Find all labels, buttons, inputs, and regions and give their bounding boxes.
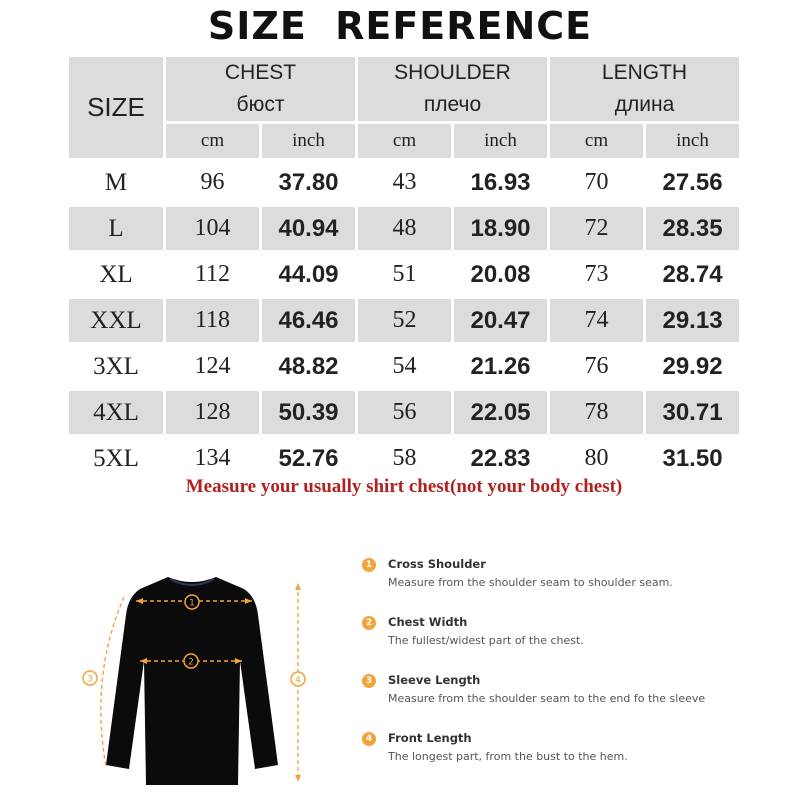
length-cm: 76	[584, 353, 609, 379]
marker-4	[291, 672, 305, 686]
length-header-ru: длина	[614, 93, 675, 116]
step-front-length	[358, 728, 778, 786]
measure-note: Measure your usually shirt chest(not your body chest)	[185, 476, 623, 497]
step-description: The fullest/widest part of the chest.	[388, 634, 584, 647]
chest-cm: 124	[194, 353, 231, 379]
chest-cm: 134	[194, 445, 231, 471]
length-inch: 28.74	[662, 260, 723, 288]
length-cm: 80	[584, 445, 609, 471]
size-row	[69, 345, 739, 388]
chest-inch: 50.39	[262, 391, 355, 434]
chest-header-en: CHEST	[224, 61, 297, 84]
step-sleeve-length	[358, 670, 778, 728]
size-row	[69, 299, 739, 342]
chest-cm: 128	[166, 391, 259, 434]
length-cm: 73	[584, 261, 609, 287]
chest-inch: 52.76	[278, 444, 339, 472]
marker-3	[83, 671, 97, 685]
shoulder-inch: 18.90	[454, 207, 547, 250]
chest-header	[166, 57, 355, 121]
length-cm: 78	[550, 391, 643, 434]
length-cm: 74	[550, 299, 643, 342]
size-row	[69, 207, 739, 250]
arrow-head	[295, 583, 301, 590]
step-number-icon: 3	[362, 674, 376, 688]
step-description: Measure from the shoulder seam to the end fo the sleeve	[388, 692, 706, 705]
header-row	[69, 57, 739, 121]
chest-cm: 96	[200, 169, 225, 195]
shoulder-inch: 22.05	[454, 391, 547, 434]
shoulder-inch: 21.26	[470, 352, 531, 380]
length-inch: 31.50	[662, 444, 723, 472]
length-inch: 27.56	[662, 168, 723, 196]
length-header-en: LENGTH	[601, 61, 688, 84]
size-row	[69, 253, 739, 296]
shoulder-inch: 20.08	[470, 260, 531, 288]
length-cm: 70	[584, 169, 609, 195]
chest-inch: 48.82	[278, 352, 339, 380]
arrow-head	[295, 775, 301, 782]
step-title: Sleeve Length	[388, 673, 481, 687]
shoulder-cm: 54	[392, 353, 417, 379]
marker-1	[185, 595, 199, 609]
unit-cell: cm	[550, 124, 643, 158]
marker-4-label: 4	[295, 675, 301, 686]
size-label: XXL	[69, 299, 163, 342]
length-inch: 29.92	[662, 352, 723, 380]
unit-row	[69, 124, 739, 158]
length-header	[550, 57, 739, 121]
shoulder-cm: 58	[392, 445, 417, 471]
chest-cm: 112	[194, 261, 231, 287]
step-number-icon: 4	[362, 732, 376, 746]
length-inch: 30.71	[646, 391, 739, 434]
size-row	[69, 391, 739, 434]
chest-inch: 46.46	[262, 299, 355, 342]
size-label: 5XL	[93, 444, 139, 472]
shoulder-cm: 56	[358, 391, 451, 434]
step-title: Front Length	[388, 731, 472, 745]
chest-cm: 118	[166, 299, 259, 342]
size-header: SIZE	[69, 57, 163, 158]
shoulder-header	[358, 57, 547, 121]
shoulder-inch: 22.83	[470, 444, 531, 472]
marker-3-label: 3	[87, 674, 93, 685]
page-title: SIZE REFERENCE	[207, 4, 593, 48]
shoulder-cm: 52	[358, 299, 451, 342]
unit-cell: inch	[646, 124, 739, 158]
chest-inch: 37.80	[278, 168, 339, 196]
unit-cell: inch	[262, 124, 355, 158]
step-description: The longest part, from the bust to the hem.	[388, 750, 628, 763]
unit-cell: cm	[166, 124, 259, 158]
step-cross-shoulder	[358, 554, 778, 612]
size-row	[69, 161, 739, 204]
chest-inch: 40.94	[262, 207, 355, 250]
shoulder-inch: 16.93	[470, 168, 531, 196]
size-label: M	[104, 168, 128, 196]
step-description: Measure from the shoulder seam to shoulder seam.	[388, 576, 673, 589]
step-number-icon: 1	[362, 558, 376, 572]
shoulder-inch: 20.47	[454, 299, 547, 342]
marker-2-label: 2	[188, 657, 194, 668]
unit-cell: inch	[454, 124, 547, 158]
measurement-steps	[358, 554, 778, 786]
size-label: 4XL	[69, 391, 163, 434]
step-chest-width	[358, 612, 778, 670]
shoulder-header-ru: плечо	[423, 93, 482, 116]
shirt-diagram	[70, 565, 320, 800]
shoulder-cm: 48	[358, 207, 451, 250]
size-row	[69, 437, 739, 480]
size-label: L	[69, 207, 163, 250]
shoulder-cm: 43	[392, 169, 417, 195]
length-inch: 28.35	[646, 207, 739, 250]
length-cm: 72	[550, 207, 643, 250]
chest-cm: 104	[166, 207, 259, 250]
step-number-icon: 2	[362, 616, 376, 630]
unit-cell: cm	[358, 124, 451, 158]
chest-inch: 44.09	[278, 260, 339, 288]
chest-header-ru: бюст	[236, 93, 285, 116]
shoulder-cm: 51	[392, 261, 417, 287]
step-title: Chest Width	[388, 615, 468, 629]
step-title: Cross Shoulder	[388, 557, 486, 571]
size-table	[66, 54, 742, 483]
length-inch: 29.13	[646, 299, 739, 342]
marker-1-label: 1	[189, 598, 195, 609]
size-label: XL	[99, 260, 133, 288]
size-label: 3XL	[93, 352, 139, 380]
marker-2	[184, 654, 198, 668]
shoulder-header-en: SHOULDER	[394, 61, 511, 84]
